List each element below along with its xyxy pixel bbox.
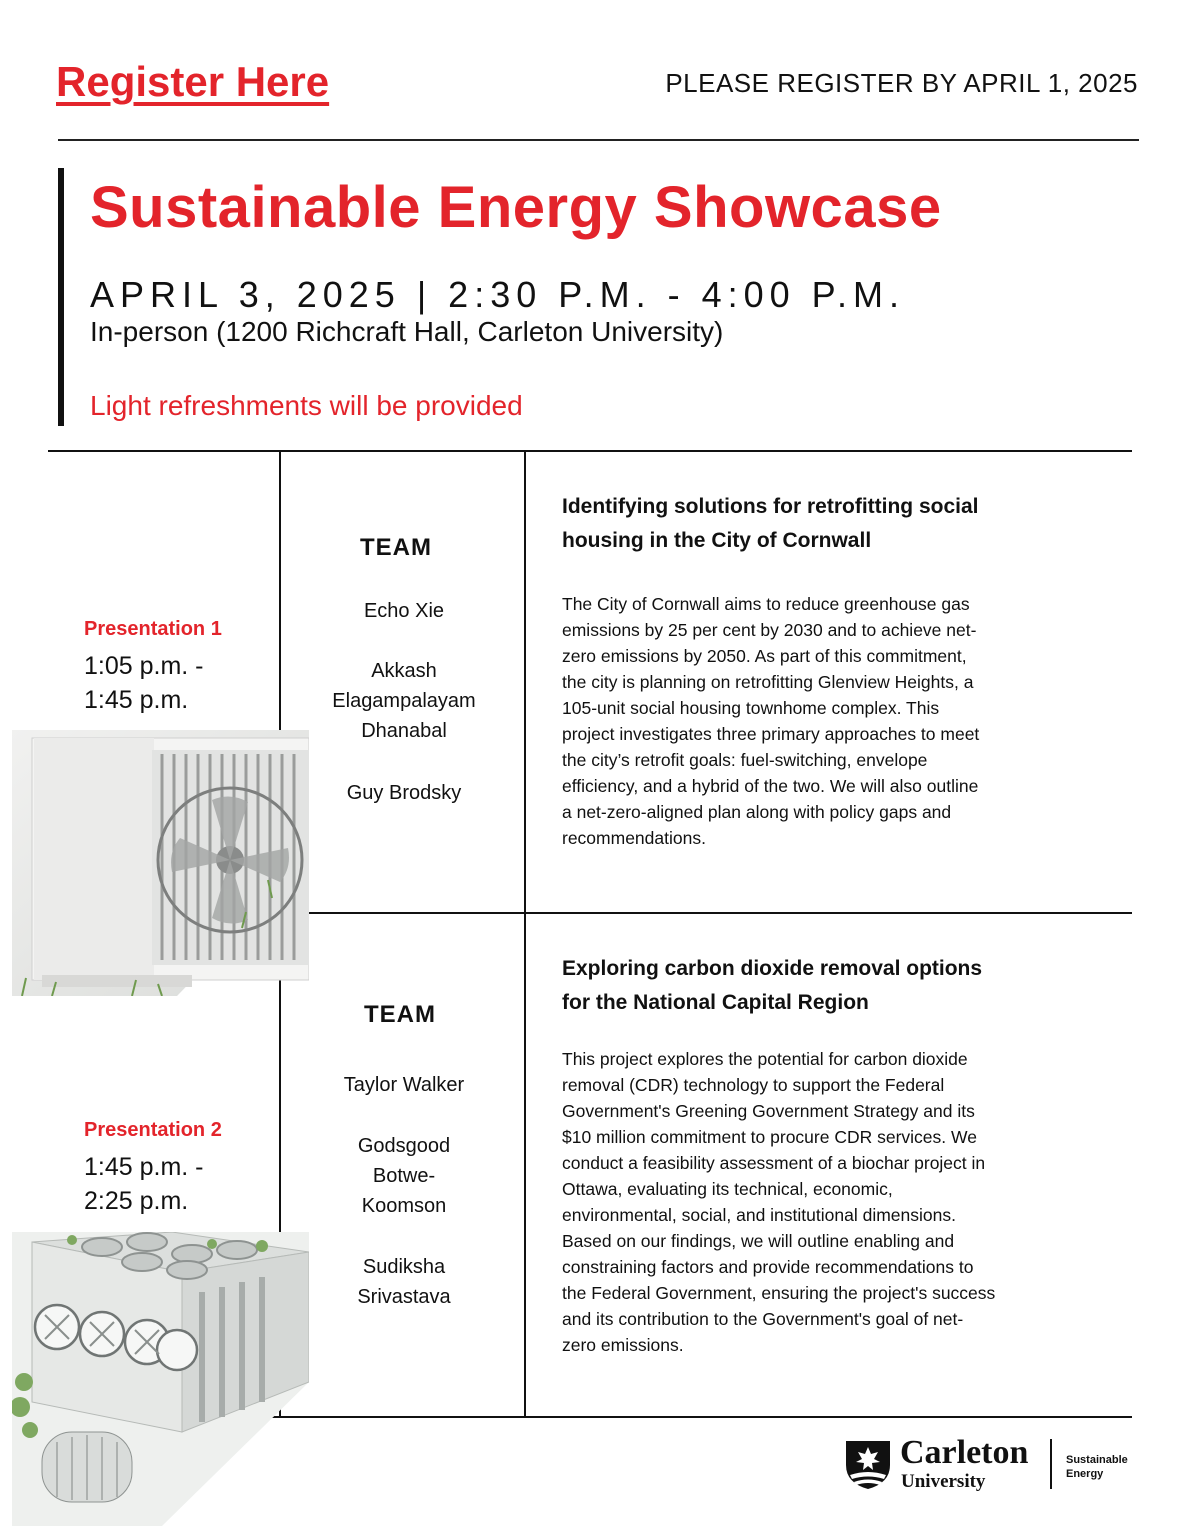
presentation-1-title-line: housing in the City of Cornwall [562,529,872,552]
presentation-1-time-end: 1:45 p.m. [84,686,189,714]
presentation-1-member: Echo Xie [363,600,445,622]
heat-pump-image [12,730,309,996]
description-line: Ottawa, evaluating its technical, economic, [562,1179,893,1199]
event-date-time: APRIL 3, 2025 | 2:30 P.M. - 4:00 P.M. [90,274,906,315]
table-top-rule [48,450,1132,452]
description-line: $10 million commitment to procure CDR services. We [562,1127,977,1147]
description-line: the city is planning on retrofitting Glenview Heights, a [562,672,974,692]
presentation-2-title [562,952,1122,1020]
register-here-link[interactable]: Register Here [56,58,330,105]
presentation-1-member: Akkash [371,660,437,682]
presentation-2-member: Botwe- [372,1165,436,1187]
description-line: constraining factors and provide recommendations to [562,1257,974,1277]
presentation-2-time-start: 1:45 p.m. - [84,1153,204,1181]
presentation-2-team-heading: TEAM [364,1001,436,1028]
description-line: recommendations. [562,828,706,848]
description-line: the Federal Government, ensuring the project's success [562,1283,996,1303]
presentation-2-time-end: 2:25 p.m. [84,1187,189,1215]
presentation-2-member: Sudiksha [362,1256,446,1278]
description-line: conduct a feasibility assessment of a biochar project in [562,1153,986,1173]
presentation-2-member: Taylor Walker [343,1074,465,1096]
direct-air-capture-facility-image [12,1232,309,1526]
presentation-1-team-heading: TEAM [360,534,432,561]
description-line: zero emissions. [562,1335,684,1355]
event-accent-bar [58,168,64,426]
description-line: The City of Cornwall aims to reduce greenhouse gas [562,594,970,614]
presentation-2-label: Presentation 2 [84,1119,222,1141]
logo-subtitle: University [901,1471,986,1492]
description-line: removal (CDR) technology to support the Federal [562,1075,945,1095]
event-location: In-person (1200 Richcraft Hall, Carleton University) [90,316,724,347]
description-line: emissions by 25 per cent by 2030 and to achieve net- [562,620,977,640]
description-line: the city’s retrofit goals: fuel-switching, envelope [562,750,928,770]
presentation-1-title [562,490,1122,558]
description-line: and its contribution to the Government's goal of net- [562,1309,964,1329]
header-divider [58,139,1139,141]
logo-wordmark: Carleton [900,1434,1029,1471]
description-line: efficiency, and a hybrid of the two. We will also outline [562,776,979,796]
description-line: a net-zero-aligned plan along with policy gaps and [562,802,952,822]
description-line: Government's Greening Government Strategy and its [562,1101,975,1121]
presentation-2-member: Srivastava [357,1286,451,1308]
description-line: zero emissions by 2050. As part of this commitment, [562,646,967,666]
description-line: project investigates three primary approaches to meet [562,724,980,744]
description-line: This project explores the potential for carbon dioxide [562,1049,968,1069]
description-line: Based on our findings, we will outline enabling and [562,1231,955,1251]
unit-name-line: Energy [1066,1468,1104,1480]
presentation-1-title-line: Identifying solutions for retrofitting social [562,495,979,518]
presentation-2-title-line: for the National Capital Region [562,991,869,1014]
presentation-1-member: Guy Brodsky [346,782,462,804]
description-line: environmental, social, and institutional dimensions. [562,1205,956,1225]
presentation-2-member: Koomson [361,1195,447,1217]
carleton-logo [844,1434,1134,1497]
presentation-1-description [562,591,1107,851]
table-column-divider-2 [524,451,526,1417]
presentation-1-time-start: 1:05 p.m. - [84,652,204,680]
unit-name [1066,1453,1128,1481]
presentation-1-member: Dhanabal [361,720,447,742]
register-deadline: PLEASE REGISTER BY APRIL 1, 2025 [665,68,1138,98]
presentation-2-title-line: Exploring carbon dioxide removal options [562,957,983,980]
refreshments-note: Light refreshments will be provided [90,390,523,421]
presentation-1-member: Elagampalayam [332,690,476,712]
carleton-shield-icon [844,1439,892,1491]
unit-name-line: Sustainable [1066,1454,1128,1466]
presentation-1-label: Presentation 1 [84,618,222,640]
presentation-2-description [562,1046,1107,1358]
logo-divider [1050,1439,1052,1489]
event-title: Sustainable Energy Showcase [90,175,942,240]
description-line: 105-unit social housing townhome complex. This [562,698,940,718]
presentation-2-member: Godsgood [357,1135,451,1157]
